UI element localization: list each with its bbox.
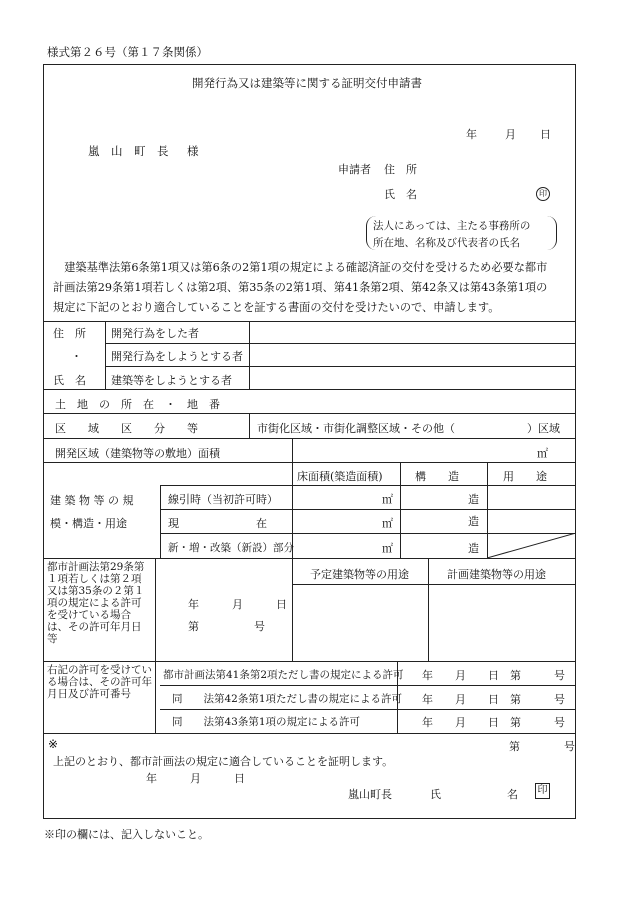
corp-note-line1: 法人にあっては、主たる事務所の [373,220,531,232]
building-row-structure: 造 [468,542,479,555]
building-row-unit: ㎡ [382,542,393,555]
party-label-dot: ・ [71,350,82,363]
permit-row-law: 都市計画法第41条第2項ただし書の規定による許可 [163,669,404,681]
dev-area-unit: ㎡ [537,447,548,460]
certificate-issuer: 嵐山町長 [348,788,392,801]
applicant-seal: 印 [536,186,550,201]
building-row-unit: ㎡ [382,493,393,506]
date-year-label: 年 [466,128,477,141]
applicant-name-label: 氏 名 [384,188,417,201]
zone-suffix: ）区域 [527,422,560,435]
form-title: 開発行為又は建築等に関する証明交付申請書 [192,76,422,90]
party-label-name: 氏 名 [53,374,86,387]
building-row-structure: 造 [468,493,479,506]
art29-number: 第 号 [188,620,265,633]
certificate-date: 年 月 日 [146,772,245,785]
art29-date: 年 月 日 [188,598,287,611]
permit-row-date: 年 月 日 第 号 [422,693,565,706]
statement-line-1: 建築基準法第6条第1項又は第6条の2第1項の規定による確認済証の交付を受けるため必要な都市 [53,261,548,274]
use-cell-diagonal [487,533,576,558]
permits-label: 右記の許可を受けている場合は、その許可年月日及び許可番号 [47,664,152,700]
permit-row-law: 同 法第43条第1項の規定による許可 [172,716,361,728]
party-row-developing: 開発行為をしようとする者 [111,350,243,363]
corp-note-line2: 所在地、名称及び代表者の氏名 [373,237,520,249]
art29-label: 都市計画法第29条第１項若しくは第２項又は第35条の２第１項の規定による許可を受けている場合は、その許可年月日等 [47,561,145,645]
date-day-label: 日 [540,128,551,141]
building-header-floor-area: 床面積(築造面積) [297,470,383,483]
zone-options: 市街化区域・市街化調整区域・その他（ [257,422,455,435]
planned-use-header: 予定建築物等の用途 [310,568,409,581]
addressee-name: 嵐 山 町 長 [88,144,169,158]
plan-use-header: 計画建築物等の用途 [447,568,546,581]
building-label-line1: 建 築 物 等 の 規 [50,494,134,507]
building-row-unit: ㎡ [382,517,393,530]
statement-line-3: 規定に下記のとおり適合していることを証する書面の交付を受けたいので、申請します。 [53,301,500,314]
party-row-building: 建築等をしようとする者 [111,374,232,387]
certificate-mark: ※ [48,737,59,751]
date-month-label: 月 [505,128,516,141]
footnote: ※印の欄には、記入しないこと。 [44,828,209,841]
addressee-honorific: 様 [187,144,199,158]
permit-row-law: 同 法第42条第1項ただし書の規定による許可 [172,693,403,705]
form-number: 様式第２６号（第１７条関係） [47,45,208,59]
location-label: 土 地 の 所 在 ・ 地 番 [55,398,220,411]
certificate-number: 第 号 [509,740,575,753]
certificate-text: 上記のとおり、都市計画法の規定に適合していることを証明します。 [53,755,394,768]
party-row-developed: 開発行為をした者 [111,327,199,340]
permit-row-date: 年 月 日 第 号 [422,669,565,682]
statement-line-2: 計画法第29条第1項若しくは第2項、第35条の2第1項、第41条第2項、第42条又は第43条第1項の [53,281,548,294]
dev-area-label: 開発区域（建築物等の敷地）面積 [55,447,220,460]
building-label-line2: 模・構造・用途 [50,517,127,530]
building-row-label: 現 在 [168,517,267,530]
building-row-label: 新・増・改築（新設）部分 [168,542,294,554]
zone-label: 区 域 区 分 等 [55,422,198,435]
building-header-structure: 構 造 [415,470,459,483]
party-label-address: 住 所 [53,327,86,340]
applicant-address-label: 住 所 [384,163,417,176]
building-header-use: 用 途 [503,470,547,483]
applicant-label: 申請者 [338,163,371,176]
permit-row-date: 年 月 日 第 号 [422,716,565,729]
building-row-structure: 造 [468,515,479,528]
building-row-label: 線引時（当初許可時） [168,493,278,506]
certificate-name-label: 氏 名 [430,788,518,801]
certificate-seal: 印 [535,783,550,799]
